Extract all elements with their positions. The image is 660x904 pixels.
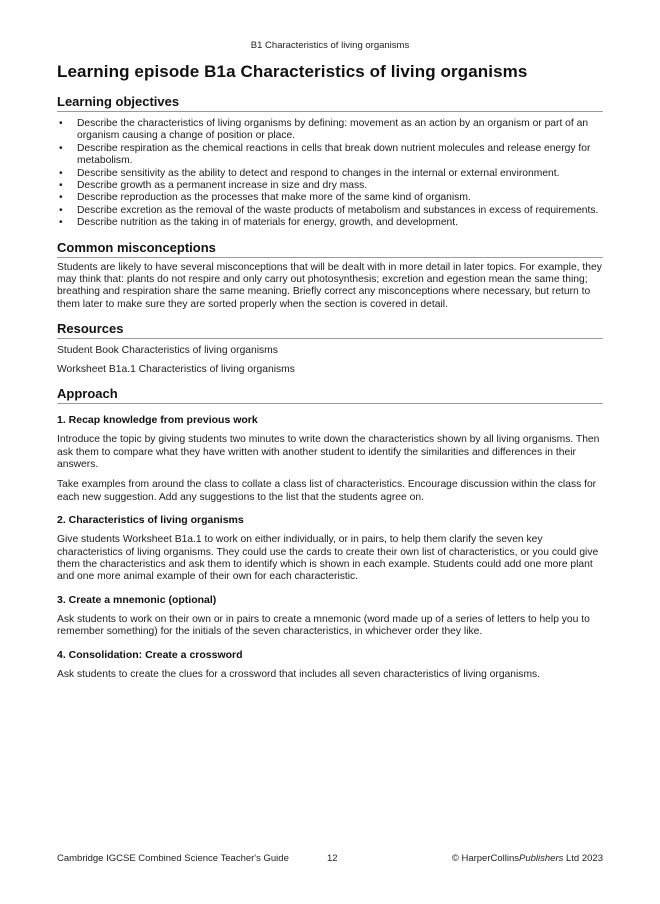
page-number: 12	[327, 853, 338, 864]
bullet-icon: •	[59, 142, 63, 154]
approach-paragraph: Take examples from around the class to collate a class list of characteristics. Encourage discussion within the class for each new suggestion. Add any suggestions to the list that the students agree on.	[57, 479, 597, 503]
approach-step-title: 1. Recap knowledge from previous work	[57, 414, 258, 427]
resource-item: Student Book Characteristics of living organisms	[57, 345, 278, 357]
bullet-icon: •	[59, 167, 63, 179]
bullet-icon: •	[59, 217, 63, 229]
objective-item	[57, 143, 603, 168]
objectives-section	[57, 94, 603, 230]
approach-paragraph: Give students Worksheet B1a.1 to work on either individually, or in pairs, to help them clarify the seven key characteristics of living organisms. They could use the cards to create their own list of characteristics, or you could give them the characteristics and ask them to identify which is shown in each example. Students could add one more plant and one more animal example of their own for each characteristic.	[57, 534, 599, 583]
approach-step-title: 3. Create a mnemonic (optional)	[57, 593, 217, 606]
objective-text: Describe excretion as the removal of the waste products of metabolism and substances in excess of requirements.	[77, 204, 599, 216]
objectives-list	[57, 118, 603, 230]
resource-item: Worksheet B1a.1 Characteristics of living organisms	[57, 363, 295, 375]
running-header: B1 Characteristics of living organisms	[250, 40, 410, 51]
approach-paragraph: Ask students to create the clues for a crossword that includes all seven characteristics of living organisms.	[57, 668, 541, 680]
page-title: Learning episode B1a Characteristics of living organisms	[57, 62, 528, 81]
objective-text: Describe the characteristics of living organisms by defining: movement as an action by an organism or part of an organism causing a change of position or place.	[77, 118, 589, 142]
objective-text: Describe nutrition as the taking in of materials for energy, growth, and development.	[77, 217, 458, 229]
objectives-heading: Learning objectives	[57, 94, 603, 112]
bullet-icon: •	[59, 204, 63, 216]
objective-item	[57, 118, 603, 143]
objective-item	[57, 168, 603, 180]
approach-paragraph: Introduce the topic by giving students two minutes to write down the characteristics shown by all living organisms. Then ask them to compare what they have written with another student to identify the similarities and differences in their answers.	[57, 434, 600, 470]
misconceptions-text: Students are likely to have several misconceptions that will be dealt with in more detail in later topics. For example, they may think that: plants do not respire and only carry out photosynthesis; excretion and egestion mean the same thing; breathing and respiration share the same meaning. Briefly correct any misconceptions where necessary, but return to them later to make sure they are sorted properly when the section is covered in detail.	[57, 261, 602, 310]
resources-section	[57, 321, 603, 376]
approach-section	[57, 386, 603, 681]
bullet-icon: •	[59, 180, 63, 192]
approach-paragraph: Ask students to work on their own or in pairs to create a mnemonic (word made up of a series of letters to help you to remember something) for the initials of the seven characteristics, in whichever order they like.	[57, 613, 590, 638]
copyright-italic: Publishers	[519, 853, 564, 864]
resources-heading: Resources	[57, 321, 603, 339]
objective-text: Describe sensitivity as the ability to detect and respond to changes in the internal or external environment.	[77, 167, 560, 179]
misconceptions-heading: Common misconceptions	[57, 240, 603, 258]
footer-book-title: Cambridge IGCSE Combined Science Teacher's Guide	[57, 853, 289, 864]
objective-item	[57, 180, 603, 192]
approach-step-title: 2. Characteristics of living organisms	[57, 514, 244, 527]
footer-copyright	[452, 853, 603, 864]
bullet-icon: •	[59, 192, 63, 204]
misconceptions-section	[57, 240, 603, 312]
copyright-suffix: Ltd 2023	[563, 853, 603, 864]
approach-heading: Approach	[57, 386, 603, 404]
approach-step-title: 4. Consolidation: Create a crossword	[57, 648, 243, 661]
objective-item	[57, 217, 603, 229]
objective-text: Describe reproduction as the processes that make more of the same kind of organism.	[77, 192, 471, 204]
objective-text: Describe growth as a permanent increase in size and dry mass.	[77, 180, 368, 192]
objective-item	[57, 192, 603, 204]
page-content	[57, 62, 603, 691]
bullet-icon: •	[59, 118, 63, 129]
copyright-prefix: © HarperCollins	[451, 853, 520, 864]
objective-item	[57, 205, 603, 217]
objective-text: Describe respiration as the chemical reactions in cells that break down nutrient molecules and release energy for metabolism.	[77, 142, 591, 167]
